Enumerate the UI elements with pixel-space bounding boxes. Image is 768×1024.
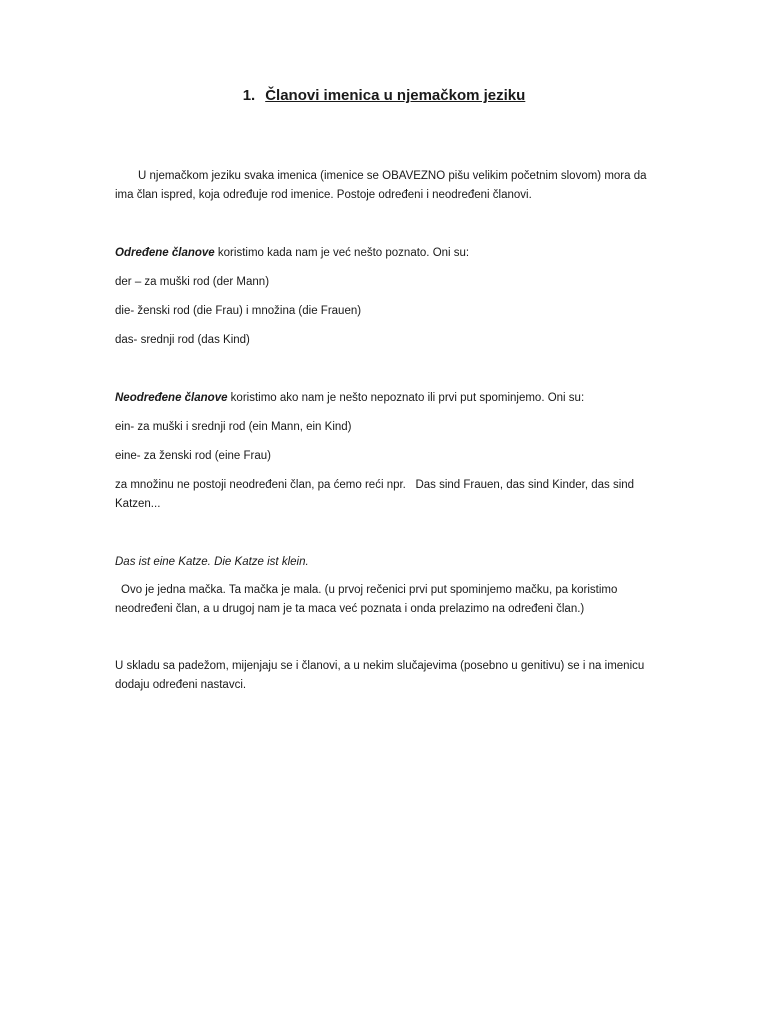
indefinite-item-eine: eine- za ženski rod (eine Frau) bbox=[115, 450, 271, 462]
definite-item-der: der – za muški rod (der Mann) bbox=[115, 276, 270, 288]
example-translation-text: Ovo je jedna mačka. Ta mačka je mala. (u prvoj rečenici prvi put spominjemo mačku, pa koristimo neodređeni član, a u drugoj nam je ta maca već poznata i onda prelazimo na određeni član.) bbox=[115, 584, 618, 615]
definite-item-die: die- ženski rod (die Frau) i množina (die Frauen) bbox=[115, 305, 362, 317]
indefinite-rest: koristimo ako nam je nešto nepoznato ili prvi put spominjemo. Oni su: bbox=[227, 392, 585, 404]
definite-item-das: das- srednji rod (das Kind) bbox=[115, 334, 250, 346]
indefinite-intro bbox=[115, 389, 660, 408]
definite-term: Određene članove bbox=[115, 247, 215, 259]
closing-paragraph: U skladu sa padežom, mijenjaju se i članovi, a u nekim slučajevima (posebno u genitivu) se i na imenicu dodaju određeni nastavci. bbox=[115, 660, 645, 691]
indefinite-term: Neodređene članove bbox=[115, 392, 228, 404]
definite-rest: koristimo kada nam je već nešto poznato. Oni su: bbox=[214, 247, 470, 259]
example-german: Das ist eine Katze. Die Katze ist klein. bbox=[115, 556, 309, 568]
indefinite-item-plural: za množinu ne postoji neodređeni član, pa ćemo reći npr. Das sind Frauen, das sind Kinder, das sind Katzen... bbox=[115, 479, 638, 510]
indefinite-item-ein: ein- za muški i srednji rod (ein Mann, ein Kind) bbox=[115, 421, 352, 433]
intro-paragraph: U njemačkom jeziku svaka imenica (imenice se OBAVEZNO pišu velikim početnim slovom) mora da ima član ispred, koja određuje rod imenice. Postoje određeni i neodređeni članovi. bbox=[115, 170, 647, 201]
definite-intro bbox=[115, 244, 660, 263]
title-text: Članovi imenica u njemačkom jeziku bbox=[265, 87, 526, 104]
document-title bbox=[0, 87, 768, 104]
example-translation bbox=[115, 581, 660, 619]
title-number: 1. bbox=[242, 87, 256, 104]
